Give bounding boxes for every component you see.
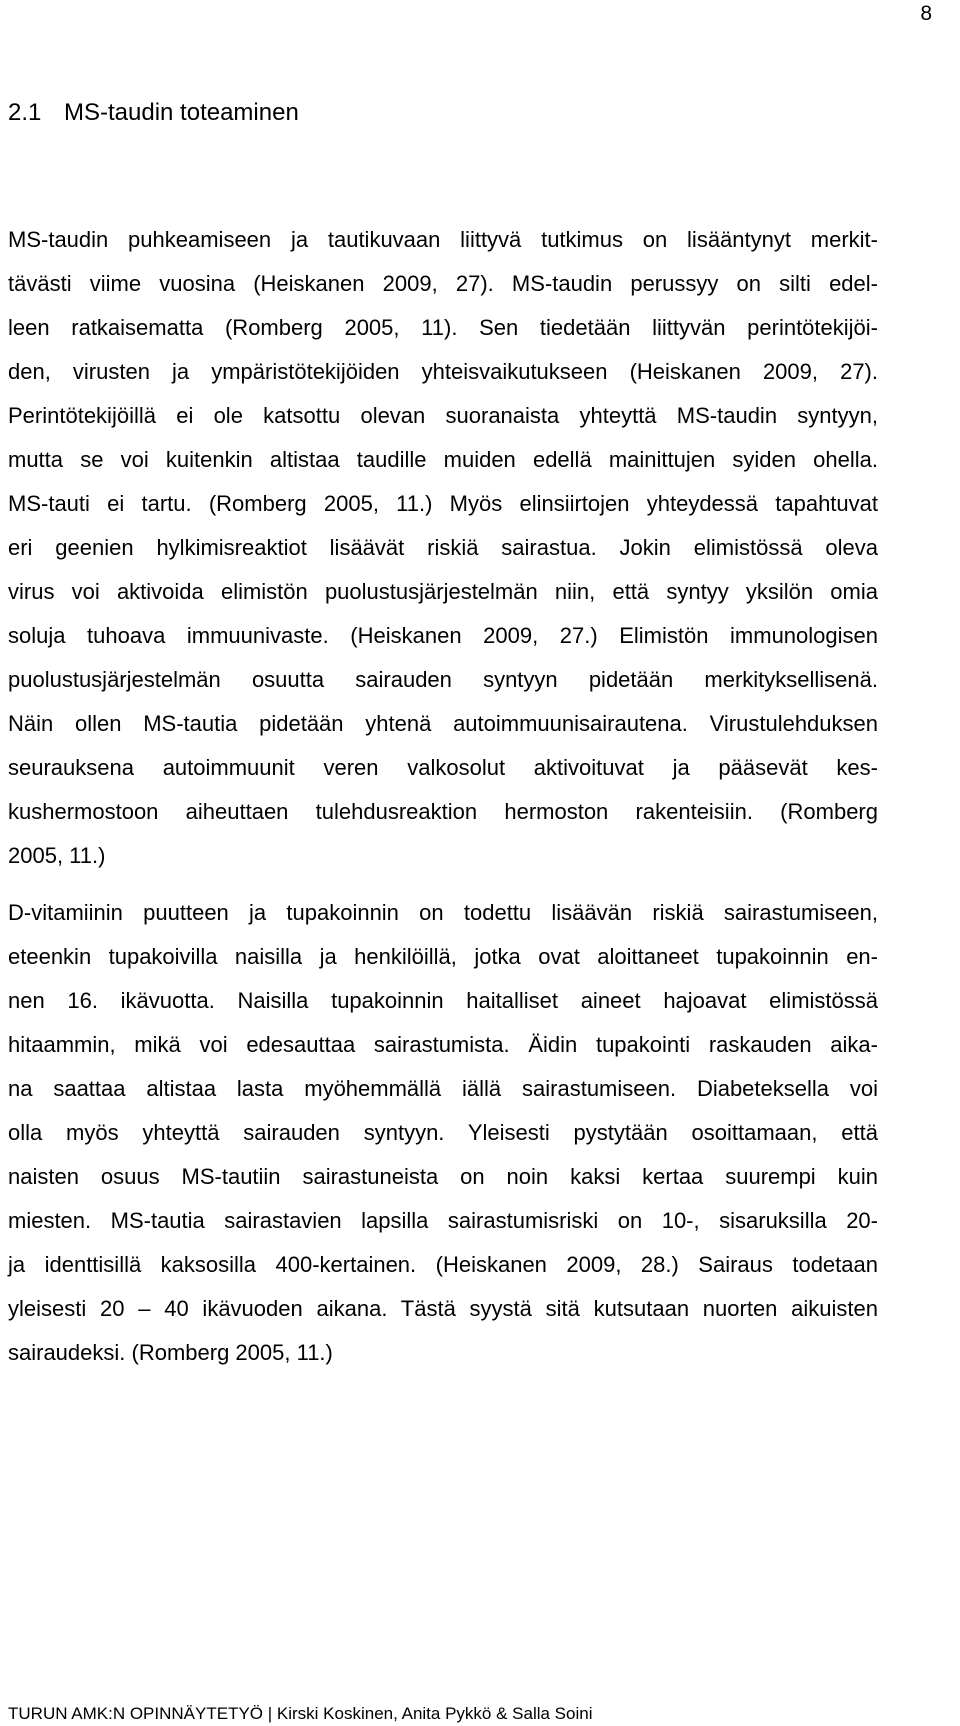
text-line: miesten. MS-tautia sairastavien lapsilla sairastumisriski on 10-, sisaruksilla 20- xyxy=(8,1208,878,1233)
text-line: MS-taudin puhkeamiseen ja tautikuvaan liittyvä tutkimus on lisääntynyt merkit- xyxy=(8,227,878,252)
page-footer: TURUN AMK:N OPINNÄYTETYÖ | Kirski Koskinen, Anita Pykkö & Salla Soini xyxy=(8,1704,593,1723)
section-heading xyxy=(8,98,299,128)
text-line: MS-tauti ei tartu. (Romberg 2005, 11.) Myös elinsiirtojen yhteydessä tapahtuvat xyxy=(8,491,878,516)
text-line: yleisesti 20 – 40 ikävuoden aikana. Tästä syystä sitä kutsutaan nuorten aikuisten xyxy=(8,1296,878,1321)
section-title: MS-taudin toteaminen xyxy=(64,99,299,126)
text-line: den, virusten ja ympäristötekijöiden yhteisvaikutukseen (Heiskanen 2009, 27). xyxy=(8,359,878,384)
text-line: Perintötekijöillä ei ole katsottu olevan suoranaista yhteyttä MS-taudin syntyyn, xyxy=(8,403,878,428)
text-line: 2005, 11.) xyxy=(8,843,106,868)
section-number: 2.1 xyxy=(8,99,42,126)
paragraph-risk-factors xyxy=(8,891,878,1375)
text-line: eteenkin tupakoivilla naisilla ja henkilöillä, jotka ovat aloittaneet tupakoinnin en- xyxy=(8,944,878,969)
text-line: olla myös yhteyttä sairauden syntyyn. Yleisesti pystytään osoittamaan, että xyxy=(8,1120,878,1145)
page-number: 8 xyxy=(920,2,932,25)
text-line: ja identtisillä kaksosilla 400-kertainen. (Heiskanen 2009, 28.) Sairaus todetaan xyxy=(8,1252,878,1277)
text-line: eri geenien hylkimisreaktiot lisäävät riskiä sairastua. Jokin elimistössä oleva xyxy=(8,535,878,560)
text-line: sairaudeksi. (Romberg 2005, 11.) xyxy=(8,1340,333,1365)
paragraph-ms-cause xyxy=(8,218,878,878)
text-line: na saattaa altistaa lasta myöhemmällä iällä sairastumiseen. Diabeteksella voi xyxy=(8,1076,878,1101)
text-line: kushermostoon aiheuttaen tulehdusreaktion hermoston rakenteisiin. (Romberg xyxy=(8,799,878,824)
text-line: D-vitamiinin puutteen ja tupakoinnin on todettu lisäävän riskiä sairastumiseen, xyxy=(8,900,878,925)
text-line: virus voi aktivoida elimistön puolustusjärjestelmän niin, että syntyy yksilön omia xyxy=(8,579,878,604)
text-line: hitaammin, mikä voi edesauttaa sairastumista. Äidin tupakointi raskauden aika- xyxy=(8,1032,878,1057)
text-line: puolustusjärjestelmän osuutta sairauden syntyyn pidetään merkityksellisenä. xyxy=(8,667,878,692)
text-line: seurauksena autoimmuunit veren valkosolut aktivoituvat ja pääsevät kes- xyxy=(8,755,878,780)
text-line: leen ratkaisematta (Romberg 2005, 11). Sen tiedetään liittyvän perintötekijöi- xyxy=(8,315,878,340)
text-line: Näin ollen MS-tautia pidetään yhtenä autoimmuunisairautena. Virustulehduksen xyxy=(8,711,878,736)
text-line: nen 16. ikävuotta. Naisilla tupakoinnin haitalliset aineet hajoavat elimistössä xyxy=(8,988,878,1013)
text-line: soluja tuhoava immuunivaste. (Heiskanen 2009, 27.) Elimistön immunologisen xyxy=(8,623,878,648)
text-line: mutta se voi kuitenkin altistaa taudille muiden edellä mainittujen syiden ohella. xyxy=(8,447,878,472)
text-line: tävästi viime vuosina (Heiskanen 2009, 27). MS-taudin perussyy on silti edel- xyxy=(8,271,878,296)
text-line: naisten osuus MS-tautiin sairastuneista on noin kaksi kertaa suurempi kuin xyxy=(8,1164,878,1189)
